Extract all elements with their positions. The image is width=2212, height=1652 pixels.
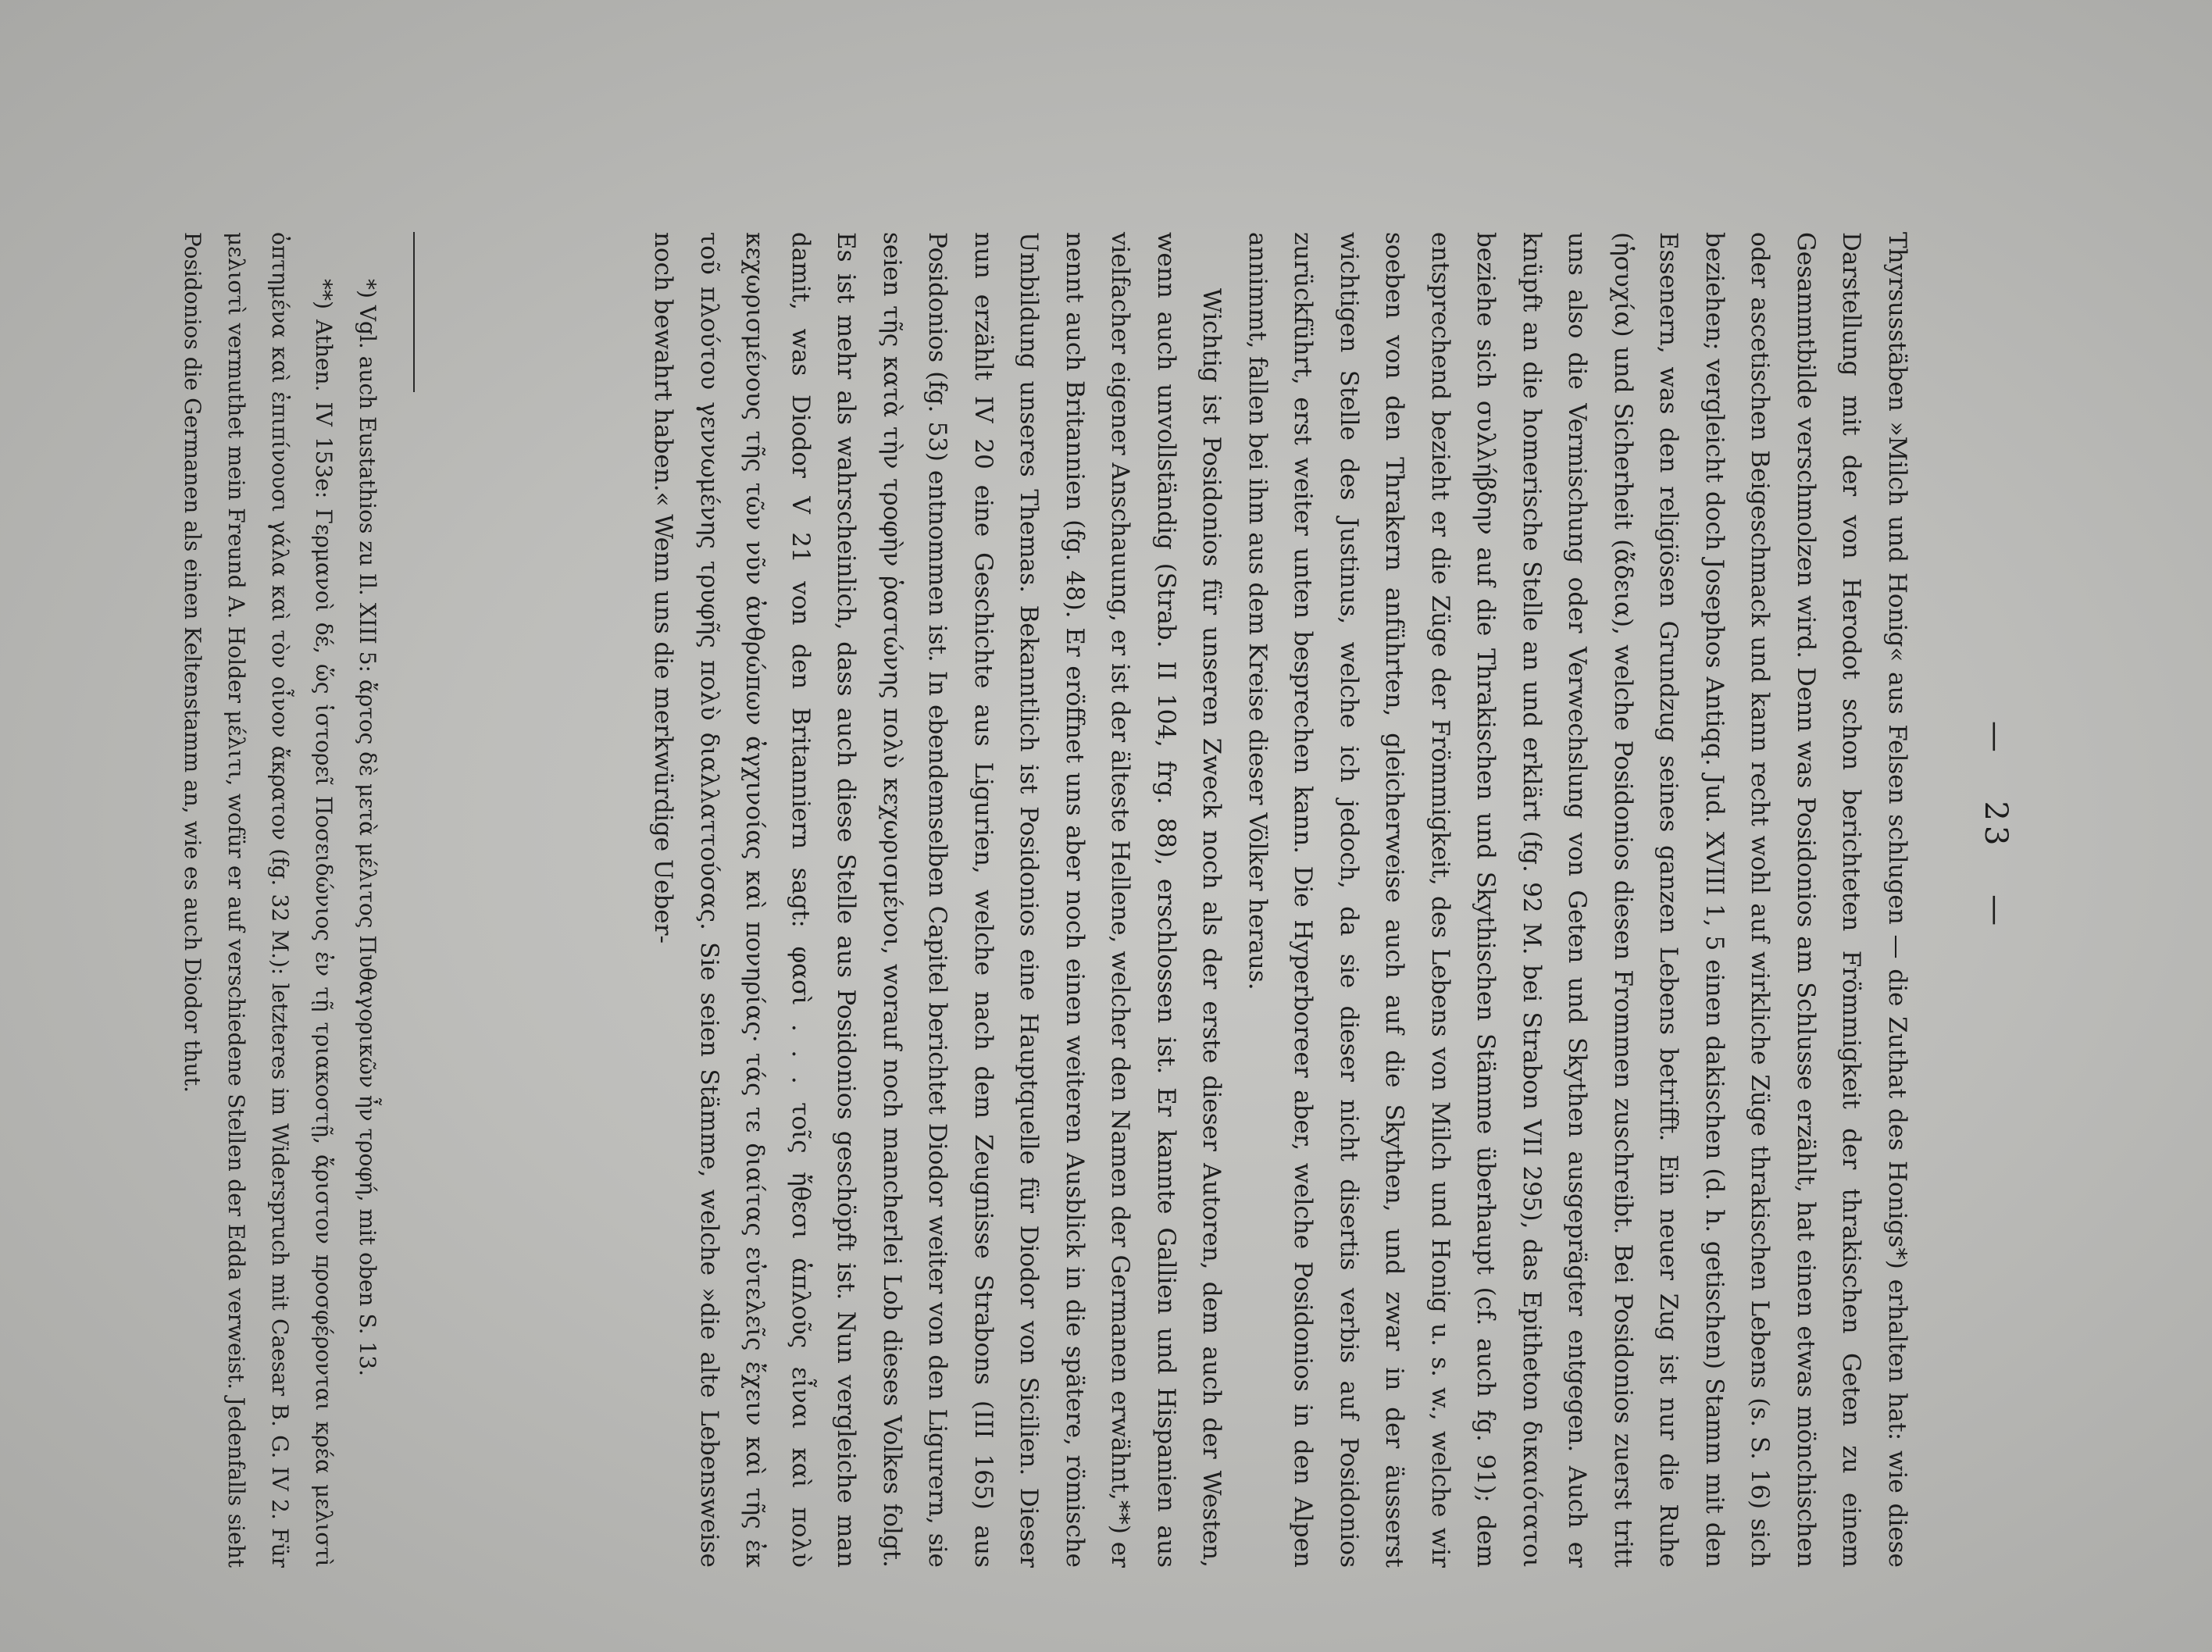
- footnotes: [170, 232, 389, 1568]
- rotated-book-page: [106, 72, 2106, 1579]
- page-number: 23: [1978, 801, 2014, 851]
- header-dash-left: —: [1978, 720, 2014, 757]
- main-text: [640, 232, 1920, 1568]
- header-dash-right: —: [1978, 894, 2014, 931]
- page-header: [1978, 72, 2014, 1579]
- footnote-rule: [413, 232, 415, 392]
- footnote-1: *) Vgl. auch Eustathios zu Il. XIII 5: ἄρτος δὲ μετὰ μέλιτος Πυθαγορικῶν ἦν τροφή, mit oben S. 13.: [355, 279, 380, 1376]
- footnote-2: **) Athen. IV 153e: Γερμανοὶ δέ, ὥς ἱστορεῖ Ποσειδώνιος ἐν τῇ τριακοστῇ, ἄριστον προσφέρονται κρέα μελιστὶ ὀπτημένα καὶ ἐπιπίνουσι γάλα καὶ τὸν οἶνον ἄκρατον (fg. 32 M.): letzteres im Widerspruch mit Caesar B. G. IV 2. Für μελιστὶ vermuthet mein Freund A. Holder μέλιτι, wofür er auf verschiedene Stellen der Edda verweist. Jedenfalls sieht Posidonios die Germanen als einen Keltenstamm an, wie es auch Diodor thut.: [180, 232, 337, 1568]
- paragraph-1: Thyrsusstäben »Milch und Honig« aus Felsen schlugen — die Zuthat des Honigs*) erhalten hat: wie diese Darstellung mit der von Herodot schon berichteten Frömmigkeit der thrakischen Geten zu einem Gesammtbilde verschmolzen wird. Denn was Posidonios am Schlusse erzählt, hat einen etwas mönchischen oder ascetischen Beigeschmack und kann recht wohl auf wirkliche Züge thrakischen Lebens (s. S. 16) sich beziehen; vergleicht doch Josephos Antiqq. Jud. XVIII 1, 5 einen dakischen (d. h. getischen) Stamm mit den Essenern, was den religiösen Grundzug seines ganzen Lebens betrifft. Ein neuer Zug ist nur die Ruhe (ἡσυχία) und Sicherheit (ἄδεια), welche Posidonios diesen Frommen zuschreibt. Bei Posidonios zuerst tritt uns also die Vermischung oder Verwechslung von Geten und Skythen ausgeprägter entgegen. Auch er knüpft an die homerische Stelle an und erklärt (fg. 92 M. bei Strabon VII 295), das Epitheton δικαιότατοι beziehe sich συλλήβδην auf die Thrakischen und Skythischen Stämme überhaupt (cf. auch fg. 91); dem entsprechend bezieht er die Züge der Frömmigkeit, des Lebens von Milch und Honig u. s. w., welche wir soeben von den Thrakern anführten, gleicherweise auch auf die Skythen, und zwar in der äusserst wichtigen Stelle des Justinus, welche ich jedoch, da sie dieser nicht disertis verbis auf Posidonios zurückführt, erst weiter unten besprechen kann. Die Hyperboreer aber, welche Posidonios in den Alpen annimmt, fallen bei ihm aus dem Kreise dieser Völker heraus.: [1243, 232, 1911, 1568]
- paragraph-2: Wichtig ist Posidonios für unseren Zweck noch als der erste dieser Autoren, dem auch der Westen, wenn auch unvollständig (Strab. II 104, frg. 88), erschlossen ist. Er kannte Gallien und Hispanien aus vielfacher eigener Anschauung, er ist der älteste Hellene, welcher den Namen der Germanen erwähnt,**) er nennt auch Britannien (fg. 48). Er eröffnet uns aber noch einen weiteren Ausblick in die spätere, römische Umbildung unseres Themas. Bekanntlich ist Posidonios eine Hauptquelle für Diodor von Sicilien. Dieser nun erzählt IV 20 eine Geschichte aus Ligurien, welche nach dem Zeugnisse Strabons (III 165) aus Posidonios (fg. 53) entnommen ist. In ebendemselben Capitel berichtet Diodor weiter von den Ligurern, sie seien τῆς κατὰ τὴν τροφὴν ῥαστώνης πολὺ κεχωρισμένοι, worauf noch mancherlei Lob dieses Volkes folgt. Es ist mehr als wahrscheinlich, dass auch diese Stelle aus Posidonios geschöpft ist. Nun vergleiche man damit, was Diodor V 21 von den Britanniern sagt: φασὶ . . . τοῖς ἤθεσι ἁπλοῦς εἶναι καὶ πολὺ κεχωρισμένους τῆς τῶν νῦν ἀνθρώπων ἀγχινοίας καὶ πονηρίας· τάς τε διαίτας εὐτελεῖς ἔχειν καὶ τῆς ἐκ τοῦ πλούτου γεννωμένης τρυφῆς πολὺ διαλλαττούσας. Sie seien Stämme, welche »die alte Lebensweise noch bewahrt haben.« Wenn uns die merkwürdige Ueber-: [649, 232, 1226, 1568]
